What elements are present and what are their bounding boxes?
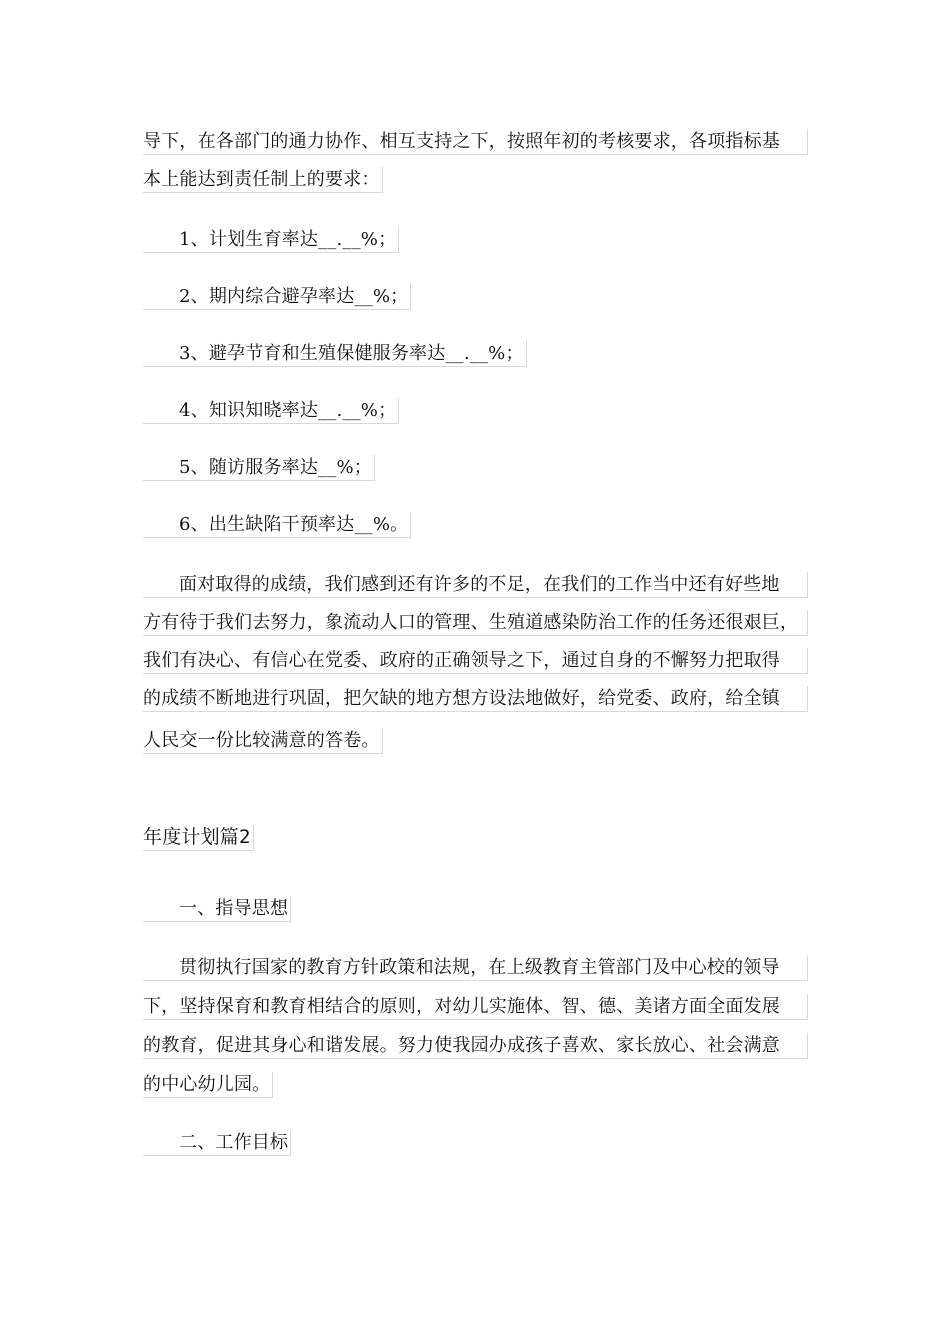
list-item: 3、避孕节育和生殖保健服务率达__.__%；	[143, 341, 527, 367]
section-title: 年度计划篇2	[143, 825, 254, 851]
paragraph-line: 本上能达到责任制上的要求：	[143, 167, 383, 193]
paragraph-line: 的教育，促进其身心和谐发展。努力使我园办成孩子喜欢、家长放心、社会满意	[143, 1033, 808, 1059]
list-item: 6、出生缺陷干预率达__%。	[143, 512, 411, 538]
list-item: 5、随访服务率达__%；	[143, 455, 375, 481]
paragraph-line: 面对取得的成绩，我们感到还有许多的不足，在我们的工作当中还有好些地	[143, 572, 808, 598]
paragraph-line: 人民交一份比较满意的答卷。	[143, 728, 383, 754]
list-item: 1、计划生育率达__.__%；	[143, 227, 399, 253]
section-heading: 一、指导思想	[143, 896, 291, 922]
paragraph-line: 贯彻执行国家的教育方针政策和法规，在上级教育主管部门及中心校的领导	[143, 955, 808, 981]
paragraph-line: 的成绩不断地进行巩固，把欠缺的地方想方设法地做好，给党委、政府，给全镇	[143, 686, 808, 712]
list-item: 4、知识知晓率达__.__%；	[143, 398, 399, 424]
paragraph-line: 方有待于我们去努力，象流动人口的管理、生殖道感染防治工作的任务还很艰巨，	[143, 610, 808, 636]
paragraph-line: 导下，在各部门的通力协作、相互支持之下，按照年初的考核要求，各项指标基	[143, 129, 808, 155]
section-heading: 二、工作目标	[143, 1130, 291, 1156]
paragraph-line: 的中心幼儿园。	[143, 1072, 273, 1098]
paragraph-line: 我们有决心、有信心在党委、政府的正确领导之下，通过自身的不懈努力把取得	[143, 648, 808, 674]
list-item: 2、期内综合避孕率达__%；	[143, 284, 411, 310]
paragraph-line: 下，坚持保育和教育相结合的原则，对幼儿实施体、智、德、美诸方面全面发展	[143, 994, 808, 1020]
